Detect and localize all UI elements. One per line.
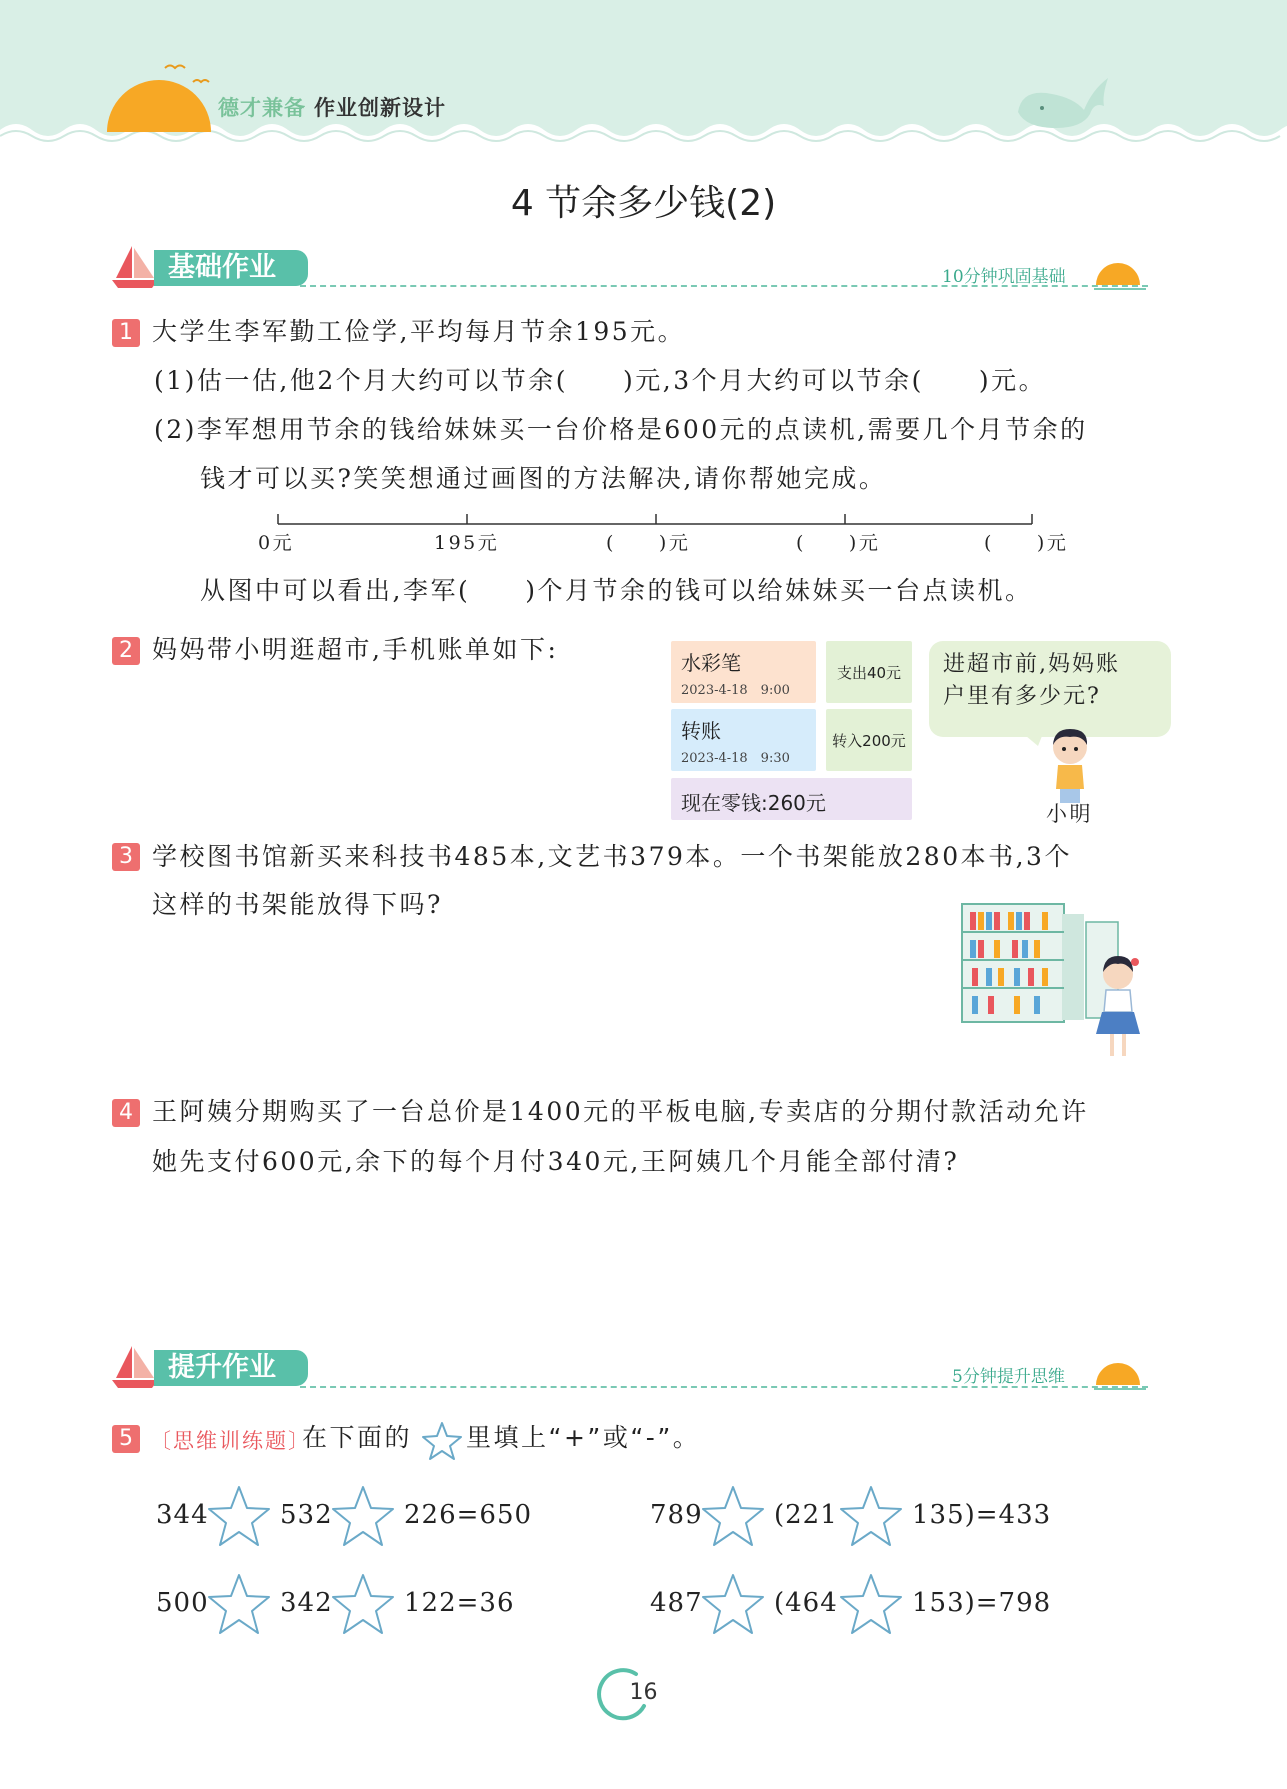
operand: 500: [156, 1588, 209, 1618]
bill-title: 转账: [681, 719, 721, 743]
bill-amount: 支出40元: [836, 664, 902, 682]
speech-bubble: [929, 641, 1171, 737]
star-blank[interactable]: [838, 1484, 904, 1548]
balance-box: [671, 778, 912, 820]
star-blank[interactable]: [206, 1484, 272, 1548]
line-label: 195元: [434, 532, 500, 554]
brand-green: 德才兼备: [218, 96, 306, 120]
star-blank[interactable]: [838, 1572, 904, 1636]
small-sun-icon: [1092, 1355, 1148, 1395]
operand: 342: [280, 1588, 333, 1618]
section-basic-note: 10分钟巩固基础: [942, 267, 1066, 287]
line-label: 0元: [258, 532, 295, 554]
operand: 532: [280, 1500, 333, 1530]
q4-line1: 王阿姨分期购买了一台总价是1400元的平板电脑,专卖店的分期付款活动允许: [152, 1097, 1089, 1126]
operand: 135)=433: [912, 1500, 1052, 1530]
brand-dark: 作业创新设计: [314, 96, 446, 120]
section-advanced-note: 5分钟提升思维: [952, 1367, 1065, 1387]
section-basic-label: 基础作业: [154, 250, 308, 286]
q2-stem: 妈妈带小明逛超市,手机账单如下:: [152, 635, 559, 664]
bill-title: 水彩笔: [681, 651, 741, 675]
sun-icon: [105, 60, 215, 135]
line-label: ( )元: [606, 532, 691, 554]
operand: 487: [650, 1588, 703, 1618]
operand: 122=36: [404, 1588, 515, 1618]
star-blank[interactable]: [700, 1484, 766, 1548]
line-label: ( )元: [796, 532, 881, 554]
sailboat-icon: [110, 242, 160, 290]
operand: 153)=798: [912, 1588, 1052, 1618]
operand: (464: [774, 1588, 838, 1618]
sailboat-icon: [110, 1342, 160, 1390]
operand: 344: [156, 1500, 209, 1530]
q5-stem-b: 里填上“+”或“-”。: [466, 1423, 701, 1452]
line-label: ( )元: [984, 532, 1069, 554]
character-name: 小明: [1046, 802, 1093, 826]
bill-amount: 转入200元: [832, 732, 906, 750]
q1-part2-line2: 钱才可以买?笑笑想通过画图的方法解决,请你帮她完成。: [200, 464, 887, 493]
question-number: 1: [112, 319, 140, 347]
q1-part2-line1: (2)李军想用节余的钱给妹妹买一台价格是600元的点读机,需要几个月节余的: [154, 415, 1088, 444]
q5-stem-a: 在下面的: [302, 1423, 413, 1452]
section-advanced-label: 提升作业: [154, 1350, 308, 1386]
q1-conclusion: 从图中可以看出,李军( )个月节余的钱可以给妹妹买一台点读机。: [200, 576, 1033, 605]
operand: (221: [774, 1500, 838, 1530]
star-blank[interactable]: [206, 1572, 272, 1636]
bill-item: [671, 709, 816, 771]
bill-item: [671, 641, 816, 703]
small-sun-icon: [1092, 255, 1148, 295]
bookshelf-illustration: [958, 900, 1148, 1065]
operand: 789: [650, 1500, 703, 1530]
question-number: 2: [112, 637, 140, 665]
star-blank[interactable]: [330, 1484, 396, 1548]
page-number: 16: [629, 1680, 658, 1705]
q1-part1: (1)估一估,他2个月大约可以节余( )元,3个月大约可以节余( )元。: [154, 366, 1047, 395]
q5-tag: 〔思维训练题〕: [150, 1429, 311, 1453]
whale-icon: [1012, 72, 1112, 132]
q3-line2: 这样的书架能放得下吗?: [152, 890, 443, 919]
bubble-line: 户里有多少元?: [943, 683, 1101, 709]
bill-amount-box: [826, 709, 912, 771]
bubble-line: 进超市前,妈妈账: [943, 652, 1120, 677]
question-number: 4: [112, 1099, 140, 1127]
q3-line1: 学校图书馆新买来科技书485本,文艺书379本。一个书架能放280本书,3个: [152, 842, 1072, 871]
star-blank[interactable]: [330, 1572, 396, 1636]
page-title: 4 节余多少钱(2): [510, 183, 777, 224]
q4-line2: 她先支付600元,余下的每个月付340元,王阿姨几个月能全部付清?: [152, 1147, 960, 1176]
question-number: 3: [112, 843, 140, 871]
boy-figure: [1040, 725, 1100, 805]
brand: [218, 92, 446, 122]
operand: 226=650: [404, 1500, 533, 1530]
star-icon: [420, 1420, 464, 1462]
number-line: [270, 510, 1040, 530]
bill-amount-box: [826, 641, 912, 703]
q1-stem: 大学生李军勤工俭学,平均每月节余195元。: [152, 317, 686, 346]
bill-time: 2023-4-18 9:30: [681, 751, 790, 766]
bill-time: 2023-4-18 9:00: [681, 683, 790, 698]
balance-text: 现在零钱:260元: [681, 791, 826, 815]
star-blank[interactable]: [700, 1572, 766, 1636]
question-number: 5: [112, 1425, 140, 1453]
